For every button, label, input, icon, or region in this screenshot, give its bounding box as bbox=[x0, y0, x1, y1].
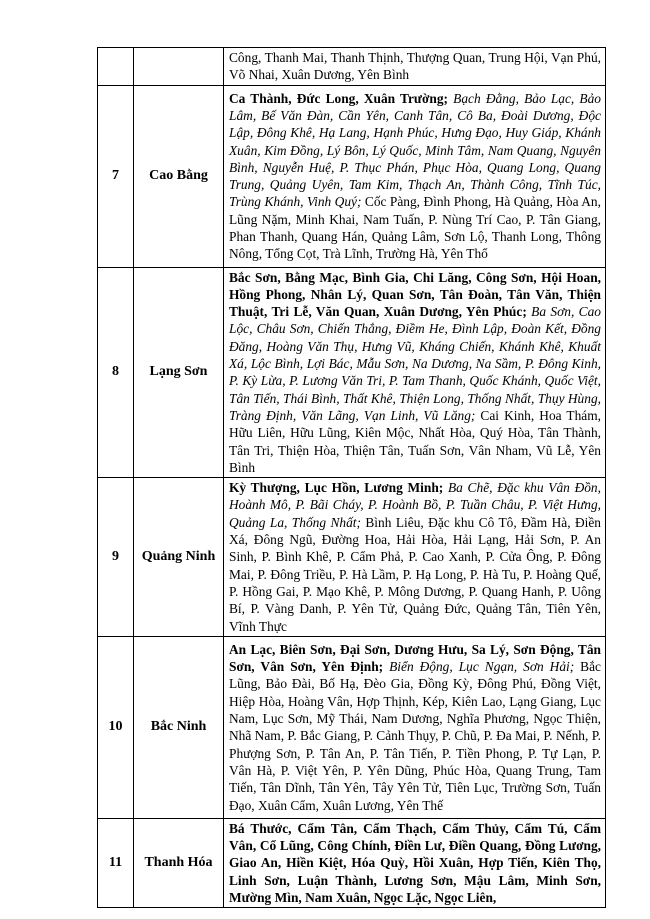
table-row bbox=[98, 267, 606, 478]
commune-table bbox=[97, 47, 606, 908]
communes-bold: An Lạc, Biên Sơn, Đại Sơn, Dương Hưu, Sa Lý, Sơn Động, Tân Sơn, Vân Sơn, Yên Định; bbox=[229, 641, 601, 675]
communes-normal: Cốc Pàng, Đình Phong, Hà Quảng, Hòa An, Lũng Nặm, Minh Khai, Nam Tuấn, P. Nùng Trí Cao, P. Tân Giang, Phan Thanh, Quang Hán, Quảng Lâm, Sơn Lộ, Thanh Long, Thông Nông, Tổng Cọt, Trà Lĩnh, Trường Hà, Yên Thổ bbox=[229, 194, 601, 262]
table-row bbox=[98, 818, 606, 907]
commune-list bbox=[224, 478, 606, 637]
row-number: 7 bbox=[98, 85, 134, 267]
communes-normal: Bình Liêu, Đặc khu Cô Tô, Đầm Hà, Điền Xá, Đông Ngũ, Đường Hoa, Hải Hòa, Hải Lạng, Hải Sơn, P. An Sinh, P. Bình Khê, P. Cẩm Phả, P. Cao Xanh, P. Cửa Ông, P. Đông Mai, P. Đông Triều, P. Hà Lầm, P. Hạ Long, P. Hà Tu, P. Hoàng Quế, P. Hồng Gai, P. Mạo Khê, P. Mông Dương, P. Quang Hanh, P. Uông Bí, P. Vàng Danh, P. Yên Tử, Quảng Đức, Quảng Tân, Tiên Yên, Vĩnh Thực bbox=[229, 514, 601, 634]
row-number: 10 bbox=[98, 636, 134, 818]
communes-bold: Bắc Sơn, Bằng Mạc, Bình Gia, Chi Lăng, Công Sơn, Hội Hoan, Hồng Phong, Nhân Lý, Quan Sơn, Tân Đoàn, Tân Văn, Thiện Thuật, Tri Lễ, Văn Quan, Xuân Dương, Yên Phúc; bbox=[229, 269, 601, 320]
row-number: 8 bbox=[98, 267, 134, 478]
province-name bbox=[134, 48, 224, 86]
communes-normal: Bắc Lũng, Bảo Đài, Bố Hạ, Đèo Gia, Đồng Kỳ, Đông Phú, Đồng Việt, Hiệp Hòa, Hoàng Vân, Hợp Thịnh, Kép, Kiên Lao, Lạng Giang, Lục Nam, Lục Sơn, Mỹ Thái, Nam Dương, Nghĩa Phương, Ngọc Thiện, Nhã Nam, P. Bắc Giang, P. Cảnh Thụy, P. Chũ, P. Đa Mai, P. Nếnh, P. Phượng Sơn, P. Tân An, P. Tân Tiến, P. Tiền Phong, P. Tự Lạn, P. Vân Hà, P. Việt Yên, P. Yên Dũng, Phúc Hòa, Quang Trung, Tam Tiến, Tân Dĩnh, Tân Yên, Tây Yên Tử, Tiên Lục, Trường Sơn, Tuấn Đạo, Xuân Cẩm, Xuân Lương, Yên Thế bbox=[229, 659, 602, 813]
province-name: Quảng Ninh bbox=[134, 478, 224, 637]
row-number bbox=[98, 48, 134, 86]
communes-bold: Ca Thành, Đức Long, Xuân Trường; bbox=[229, 90, 448, 106]
province-name: Cao Bằng bbox=[134, 85, 224, 267]
communes-normal: Công, Thanh Mai, Thanh Thịnh, Thượng Quan, Trung Hội, Vạn Phú, Võ Nhai, Xuân Dương, Yên Bình bbox=[229, 50, 601, 83]
commune-list bbox=[224, 267, 606, 478]
table-row bbox=[98, 636, 606, 818]
row-number: 9 bbox=[98, 478, 134, 637]
commune-list bbox=[224, 818, 606, 907]
communes-italic: Bạch Đằng, Bảo Lạc, Bảo Lâm, Bế Văn Đàn, Cần Yên, Canh Tân, Cô Ba, Đoài Dương, Độc Lập, Đông Khê, Hạ Lang, Hạnh Phúc, Hưng Đạo, Huy Giáp, Khánh Xuân, Kim Đồng, Lý Bôn, Lý Quốc, Minh Tâm, Nam Quang, Nguyên Bình, Nguyễn Huệ, P. Thục Phán, Phục Hòa, Quang Long, Quang Trung, Quảng Uyên, Tam Kim, Thạch An, Thành Công, Tĩnh Túc, Trùng Khánh, Vinh Quý; bbox=[229, 90, 601, 210]
commune-list bbox=[224, 636, 606, 818]
table-row bbox=[98, 85, 606, 267]
commune-list bbox=[224, 85, 606, 267]
province-name: Lạng Sơn bbox=[134, 267, 224, 478]
table-row bbox=[98, 48, 606, 86]
communes-normal: Cai Kinh, Hoa Thám, Hữu Liên, Hữu Lũng, Kiên Mộc, Nhất Hòa, Quý Hòa, Tân Thành, Tân Tri, Thiện Hòa, Thiện Tân, Tuấn Sơn, Vân Nham, Vũ Lễ, Yên Bình bbox=[229, 407, 601, 475]
communes-italic: Ba Chẽ, Đặc khu Vân Đồn, Hoành Mô, P. Bãi Cháy, P. Hoành Bồ, P. Tuần Châu, P. Việt Hưng, Quảng La, Thống Nhất; bbox=[229, 480, 601, 530]
communes-bold: Kỳ Thượng, Lục Hồn, Lương Minh; bbox=[229, 480, 444, 496]
row-number: 11 bbox=[98, 818, 134, 907]
province-name: Bắc Ninh bbox=[134, 636, 224, 818]
province-name: Thanh Hóa bbox=[134, 818, 224, 907]
communes-italic: Ba Sơn, Cao Lộc, Châu Sơn, Chiến Thắng, Điềm He, Đình Lập, Đoàn Kết, Đồng Đăng, Hoàng Văn Thụ, Hưng Vũ, Kháng Chiến, Khánh Khê, Khuất Xá, Lộc Bình, Lợi Bác, Mẫu Sơn, Na Dương, Na Sầm, P. Đông Kinh, P. Kỳ Lừa, P. Lương Văn Tri, P. Tam Thanh, Quốc Khánh, Quốc Việt, Tân Tiến, Thái Bình, Thất Khê, Thiện Long, Thống Nhất, Thụy Hùng, Tràng Định, Văn Lãng, Vạn Linh, Vũ Lăng; bbox=[229, 304, 601, 423]
communes-bold: Bá Thước, Cẩm Tân, Cẩm Thạch, Cẩm Thủy, Cẩm Tú, Cẩm Vân, Cổ Lũng, Công Chính, Điền Lư, Điền Quang, Đồng Lương, Giao An, Hiền Kiệt, Hóa Quỳ, Hồi Xuân, Hợp Tiến, Kiên Thọ, Linh Sơn, Luận Thành, Lương Sơn, Mậu Lâm, Minh Sơn, Mường Mìn, Nam Xuân, Ngọc Lặc, Ngọc Liên, bbox=[229, 820, 601, 906]
commune-list bbox=[224, 48, 606, 86]
table-row bbox=[98, 478, 606, 637]
communes-italic: Biển Động, Lục Ngạn, Sơn Hải; bbox=[383, 659, 575, 675]
